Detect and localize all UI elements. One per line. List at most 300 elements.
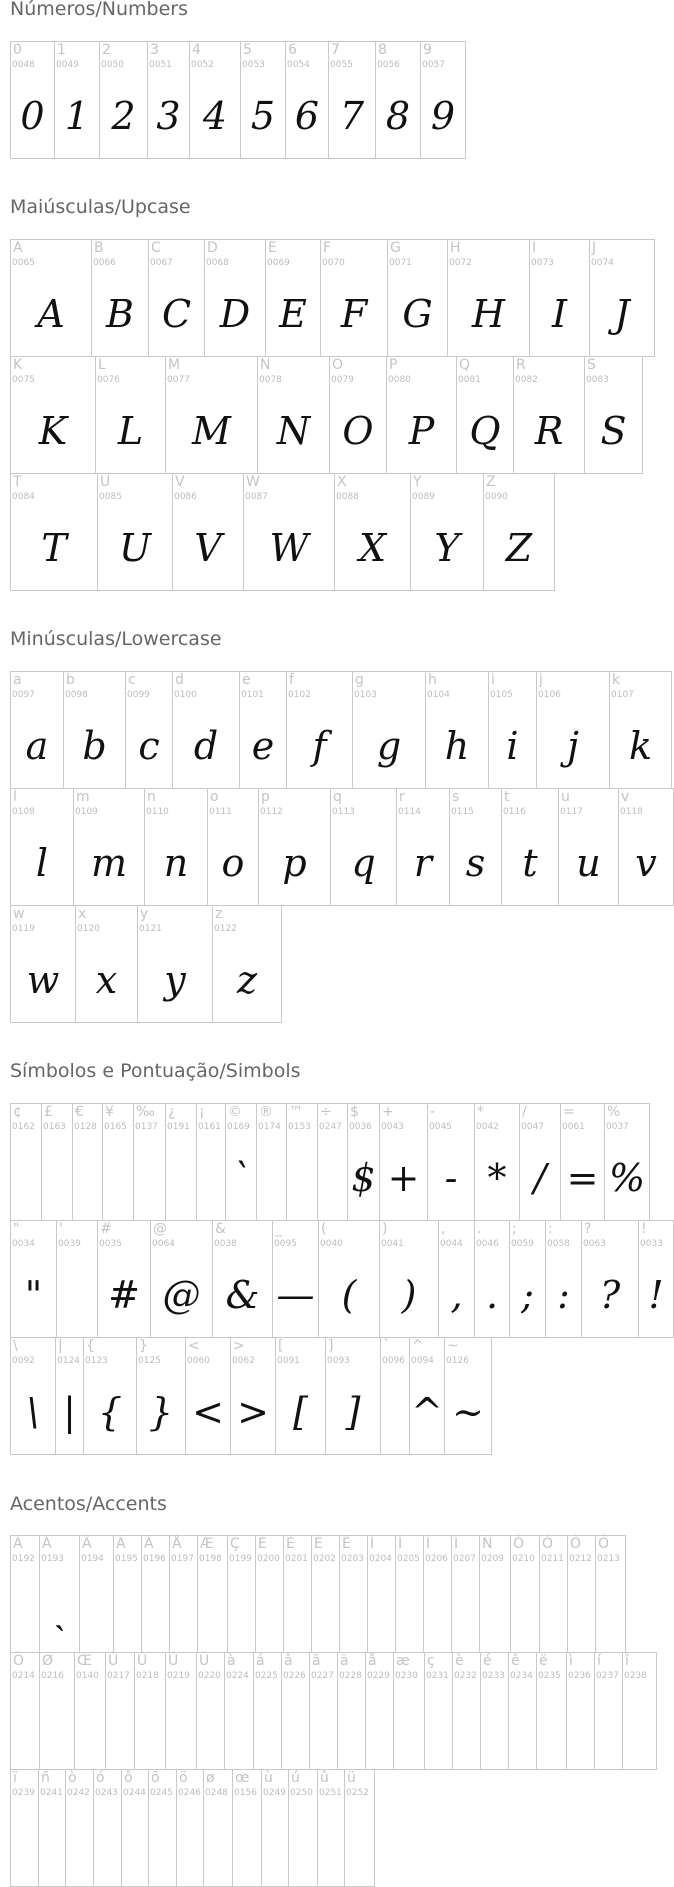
glyph-cell [474,1103,520,1221]
glyph-code: 0165 [104,1122,127,1132]
glyph-label: ü [347,1770,356,1786]
glyph-sample: u [576,841,601,885]
glyph-label: + [382,1104,394,1120]
glyph-row [10,671,671,789]
glyph-cell [589,239,655,357]
glyph-cell [10,788,74,906]
glyph-sample: @ [162,1273,201,1317]
glyph-label: , [441,1221,446,1237]
glyph-label: l [13,789,17,805]
glyph-cell [10,905,76,1023]
glyph-row [10,1535,625,1653]
glyph-code: 0218 [136,1671,159,1681]
glyph-label: Î [426,1536,431,1552]
glyph-code: 0231 [426,1671,449,1681]
glyph-label: g [355,672,364,688]
glyph-code: 0078 [259,375,282,385]
glyph-sample: J [614,292,630,336]
glyph-code: 0211 [541,1554,564,1564]
glyph-label: Â [82,1536,92,1552]
glyph-cell [148,1769,177,1887]
glyph-sample: c [138,724,160,768]
glyph-label: Ñ [482,1536,493,1552]
glyph-sample: k [628,724,653,768]
glyph-label: J [592,240,597,256]
glyph-label: í [597,1653,601,1669]
glyph-label: é [483,1653,492,1669]
glyph-cell [97,1220,151,1338]
glyph-code: 0203 [341,1554,364,1564]
glyph-cell [638,1220,674,1338]
glyph-code: 0207 [453,1554,476,1564]
glyph-cell [10,41,55,159]
glyph-code: 0098 [65,690,88,700]
glyph-row [10,1652,656,1770]
glyph-code: 0101 [241,690,264,700]
glyph-sample: q [351,841,376,885]
glyph-sample: 4 [202,94,228,138]
glyph-sample: 5 [250,94,276,138]
glyph-sample: 9 [430,94,456,138]
glyph-cell [329,356,387,474]
glyph-label: è [455,1653,464,1669]
glyph-cell [425,671,489,789]
glyph-cell [83,1337,137,1455]
glyph-label: ê [511,1653,520,1669]
glyph-sample: x [95,958,118,1002]
glyph-sample: % [608,1156,646,1200]
glyph-sample: B [106,292,134,336]
glyph-label: î [625,1653,629,1669]
glyph-label: Y [413,474,422,490]
glyph-sample: F [340,292,368,336]
glyph-label: < [188,1338,200,1354]
glyph-cell [169,1535,198,1653]
glyph-sample: T [41,526,67,570]
glyph-sample: Q [469,409,501,453]
glyph-cell [420,41,466,159]
glyph-code: 0096 [382,1356,405,1366]
glyph-sample: 1 [64,94,90,138]
glyph-row [10,1220,673,1338]
glyph-cell [393,1652,425,1770]
glyph-label: Å [172,1536,182,1552]
glyph-row [10,1103,649,1221]
glyph-cell [255,1535,284,1653]
glyph-sample: > [237,1390,269,1434]
glyph-cell [318,1220,380,1338]
glyph-label: ù [264,1770,273,1786]
glyph-label: ‰ [136,1104,155,1120]
glyph-code: 0045 [429,1122,452,1132]
glyph-cell [281,1652,310,1770]
glyph-sample: ] [345,1390,361,1434]
glyph-label: À [13,1536,23,1552]
glyph-sample: 3 [156,94,181,138]
section-title-accents: Acentos/Accents [10,1493,167,1515]
glyph-code: 0191 [167,1122,190,1132]
glyph-code: 0081 [458,375,481,385]
glyph-cell [409,1337,445,1455]
glyph-code: 0241 [40,1788,63,1798]
glyph-cell [347,1103,380,1221]
glyph-cell [41,1103,73,1221]
glyph-label: ì [569,1653,573,1669]
glyph-cell [10,1103,42,1221]
glyph-code: 0076 [97,375,120,385]
glyph-label: Ë [342,1536,351,1552]
glyph-sample: r [413,841,433,885]
glyph-cell [224,1652,254,1770]
glyph-cell [618,788,674,906]
glyph-sample: W [269,526,309,570]
glyph-code: 0103 [354,690,377,700]
glyph-label: - [430,1104,436,1120]
glyph-cell [380,1337,410,1455]
glyph-cell [365,1652,394,1770]
glyph-label: Ö [13,1653,25,1669]
glyph-code: 0041 [381,1239,404,1249]
glyph-cell [317,1103,348,1221]
glyph-sample: H [471,292,506,336]
glyph-sample: ` [231,1156,251,1200]
glyph-cell [567,1535,596,1653]
glyph-code: 0062 [232,1356,255,1366]
glyph-sample: } [148,1390,174,1434]
glyph-code: 0091 [277,1356,300,1366]
glyph-code: 0206 [425,1554,448,1564]
glyph-sample: O [342,409,374,453]
glyph-code: 0038 [214,1239,237,1249]
glyph-cell [387,239,448,357]
glyph-cell [10,1769,39,1887]
glyph-sample: D [219,292,251,336]
glyph-row [10,1769,374,1887]
glyph-code: 0237 [596,1671,619,1681]
glyph-label: Æ [200,1536,214,1552]
glyph-cell [519,1103,561,1221]
glyph-cell [447,239,530,357]
glyph-sample: e [251,724,275,768]
glyph-code: 0238 [624,1671,647,1681]
glyph-code: 0065 [12,258,35,268]
glyph-cell [510,1535,540,1653]
glyph-label: ( [321,1221,327,1237]
glyph-code: 0046 [476,1239,499,1249]
glyph-code: 0097 [12,690,35,700]
glyph-sample: 7 [339,94,365,138]
glyph-sample: U [118,526,152,570]
glyph-cell [452,1652,481,1770]
glyph-code: 0033 [640,1239,663,1249]
glyph-label: Ì [370,1536,375,1552]
glyph-code: 0197 [171,1554,194,1564]
glyph-code: 0228 [339,1671,362,1681]
glyph-code: 0109 [75,807,98,817]
glyph-code: 0137 [135,1122,158,1132]
glyph-cell [73,788,145,906]
glyph-label: ' [59,1221,63,1237]
glyph-cell [39,1535,80,1653]
glyph-label: © [228,1104,242,1120]
glyph-label: ñ [41,1770,50,1786]
glyph-code: 0205 [397,1554,420,1564]
glyph-cell [584,356,643,474]
glyph-code: 0042 [476,1122,499,1132]
glyph-cell [10,1337,56,1455]
glyph-label: z [215,906,223,922]
glyph-label: j [539,672,543,688]
glyph-label: 2 [102,42,111,58]
glyph-label: ¿ [168,1104,176,1120]
glyph-code: 0199 [229,1554,252,1564]
glyph-sample: K [38,409,68,453]
glyph-label: æ [396,1653,410,1669]
glyph-cell [258,788,331,906]
glyph-row [10,788,673,906]
glyph-code: 0088 [336,492,359,502]
glyph-code: 0169 [227,1122,250,1132]
section-title-numbers: Números/Numbers [10,0,188,20]
glyph-cell [344,1769,375,1887]
glyph-cell [286,1103,318,1221]
glyph-cell [379,1103,428,1221]
glyph-label: / [522,1104,527,1120]
glyph-label: i [491,672,495,688]
glyph-label: ç [427,1653,435,1669]
glyph-sample: [ [293,1390,308,1434]
glyph-label: n [147,789,156,805]
glyph-code: 0112 [260,807,283,817]
glyph-label: 8 [378,42,387,58]
glyph-cell [488,671,537,789]
glyph-code: 0194 [81,1554,104,1564]
glyph-label: U [100,474,111,490]
glyph-label: E [268,240,277,256]
glyph-code: 0116 [503,807,526,817]
glyph-code: 0193 [41,1554,64,1564]
glyph-code: 0229 [367,1671,390,1681]
glyph-sample: S [600,409,627,453]
glyph-cell [207,788,259,906]
glyph-cell [10,239,92,357]
glyph-code: 0064 [152,1239,175,1249]
glyph-code: 0118 [620,807,643,817]
glyph-label: x [78,906,87,922]
glyph-cell [309,1652,338,1770]
glyph-sample: Y [434,526,460,570]
glyph-code: 0196 [143,1554,166,1564]
glyph-sample: & [225,1273,260,1317]
glyph-label: K [13,357,23,373]
glyph-label: H [450,240,461,256]
glyph-label: ^ [412,1338,424,1354]
glyph-label: Á [42,1536,52,1552]
glyph-label: ø [206,1770,215,1786]
glyph-code: 0230 [395,1671,418,1681]
glyph-label: b [66,672,75,688]
glyph-cell [328,41,376,159]
glyph-code: 0153 [288,1122,311,1132]
glyph-code: 0071 [389,258,412,268]
glyph-code: 0213 [597,1554,620,1564]
glyph-code: 0115 [451,807,474,817]
glyph-code: 0122 [214,924,237,934]
glyph-sample: P [408,409,435,453]
glyph-sample: | [63,1390,76,1434]
glyph-label: A [13,240,23,256]
glyph-code: 0252 [346,1788,369,1798]
glyph-code: 0072 [449,258,472,268]
glyph-cell [438,1220,475,1338]
glyph-code: 0192 [12,1554,35,1564]
glyph-cell [320,239,388,357]
glyph-label: ™ [289,1104,303,1120]
glyph-label: [ [278,1338,284,1354]
glyph-code: 0036 [349,1122,372,1132]
glyph-code: 0106 [538,690,561,700]
glyph-label: T [13,474,22,490]
glyph-sample: ~ [452,1390,484,1434]
glyph-code: 0100 [174,690,197,700]
glyph-code: 0114 [398,807,421,817]
glyph-sample: { [97,1390,123,1434]
glyph-sample: , [450,1273,463,1317]
glyph-cell [317,1769,345,1887]
glyph-cell [79,1535,114,1653]
glyph-sample: " [24,1273,43,1317]
glyph-cell [204,239,266,357]
glyph-cell [595,1535,626,1653]
glyph-label: ! [641,1221,647,1237]
glyph-sample: A [37,292,65,336]
glyph-label: . [477,1221,482,1237]
glyph-cell [10,671,64,789]
glyph-label: V [175,474,185,490]
glyph-cell [325,1337,381,1455]
glyph-code: 0220 [198,1671,221,1681]
glyph-label: v [621,789,630,805]
glyph-sample: V [194,526,222,570]
glyph-sample: . [485,1273,499,1317]
glyph-code: 0048 [12,60,35,70]
glyph-cell [609,671,672,789]
glyph-cell [165,1652,197,1770]
glyph-code: 0094 [411,1356,434,1366]
glyph-sample: ^ [411,1390,443,1434]
glyph-code: 0037 [606,1122,629,1132]
glyph-code: 0245 [150,1788,173,1798]
glyph-code: 0239 [12,1788,35,1798]
glyph-cell [141,1535,170,1653]
glyph-cell [545,1220,582,1338]
glyph-cell [10,356,96,474]
glyph-label: Ù [108,1653,119,1669]
glyph-label: 4 [192,42,201,58]
glyph-cell [536,671,610,789]
glyph-code: 0049 [56,60,79,70]
glyph-label: Z [486,474,496,490]
glyph-cell [444,1337,492,1455]
glyph-label: X [337,474,347,490]
glyph-sample: G [402,292,433,336]
glyph-cell [196,1652,225,1770]
glyph-label: S [587,357,596,373]
glyph-cell [55,1337,84,1455]
glyph-code: 0077 [167,375,190,385]
glyph-cell [396,788,450,906]
glyph-code: 0174 [258,1122,281,1132]
glyph-cell [147,41,190,159]
glyph-code: 0123 [85,1356,108,1366]
glyph-label: y [140,906,149,922]
glyph-label: B [94,240,104,256]
glyph-sample: : [557,1273,570,1317]
glyph-code: 0224 [226,1671,249,1681]
glyph-sample: f [312,724,327,768]
glyph-sample: o [221,841,245,885]
glyph-sample: C [161,292,192,336]
glyph-cell [196,1103,226,1221]
glyph-cell [172,671,240,789]
glyph-label: à [227,1653,236,1669]
glyph-sample: y [164,958,186,1002]
glyph-cell [65,1769,94,1887]
glyph-sample: + [387,1156,420,1200]
glyph-cell [427,1103,475,1221]
glyph-label: ® [259,1104,273,1120]
glyph-label: ; [512,1221,517,1237]
glyph-code: 0110 [146,807,169,817]
glyph-code: 0247 [319,1122,342,1132]
glyph-sample: b [82,724,107,768]
glyph-code: 0201 [285,1554,308,1564]
glyph-label: ô [124,1770,133,1786]
glyph-code: 0053 [242,60,265,70]
glyph-label: $ [350,1104,359,1120]
glyph-code: 0092 [12,1356,35,1366]
glyph-cell [386,356,457,474]
glyph-code: 0073 [531,258,554,268]
glyph-label: ¢ [13,1104,22,1120]
glyph-cell [474,1220,510,1338]
glyph-sample: t [522,841,538,885]
glyph-sample: R [534,409,564,453]
glyph-code: 0156 [234,1788,257,1798]
glyph-code: 0140 [76,1671,99,1681]
glyph-label: û [320,1770,329,1786]
glyph-label: ö [179,1770,188,1786]
glyph-code: 0069 [267,258,290,268]
glyph-sample: I [551,292,567,336]
glyph-label: : [548,1221,553,1237]
glyph-label: " [13,1221,20,1237]
glyph-code: 0066 [93,258,116,268]
glyph-sample: 8 [385,94,411,138]
glyph-row [10,41,465,159]
glyph-code: 0056 [377,60,400,70]
glyph-code: 0117 [560,807,583,817]
glyph-cell [339,1535,368,1653]
glyph-code: 0125 [138,1356,161,1366]
glyph-row [10,1337,491,1455]
glyph-code: 0093 [327,1356,350,1366]
glyph-code: 0086 [174,492,197,502]
glyph-label: ï [13,1770,17,1786]
glyph-label: C [151,240,161,256]
section-title-lowercase: Minúsculas/Lowercase [10,628,222,650]
glyph-label: Ò [513,1536,525,1552]
